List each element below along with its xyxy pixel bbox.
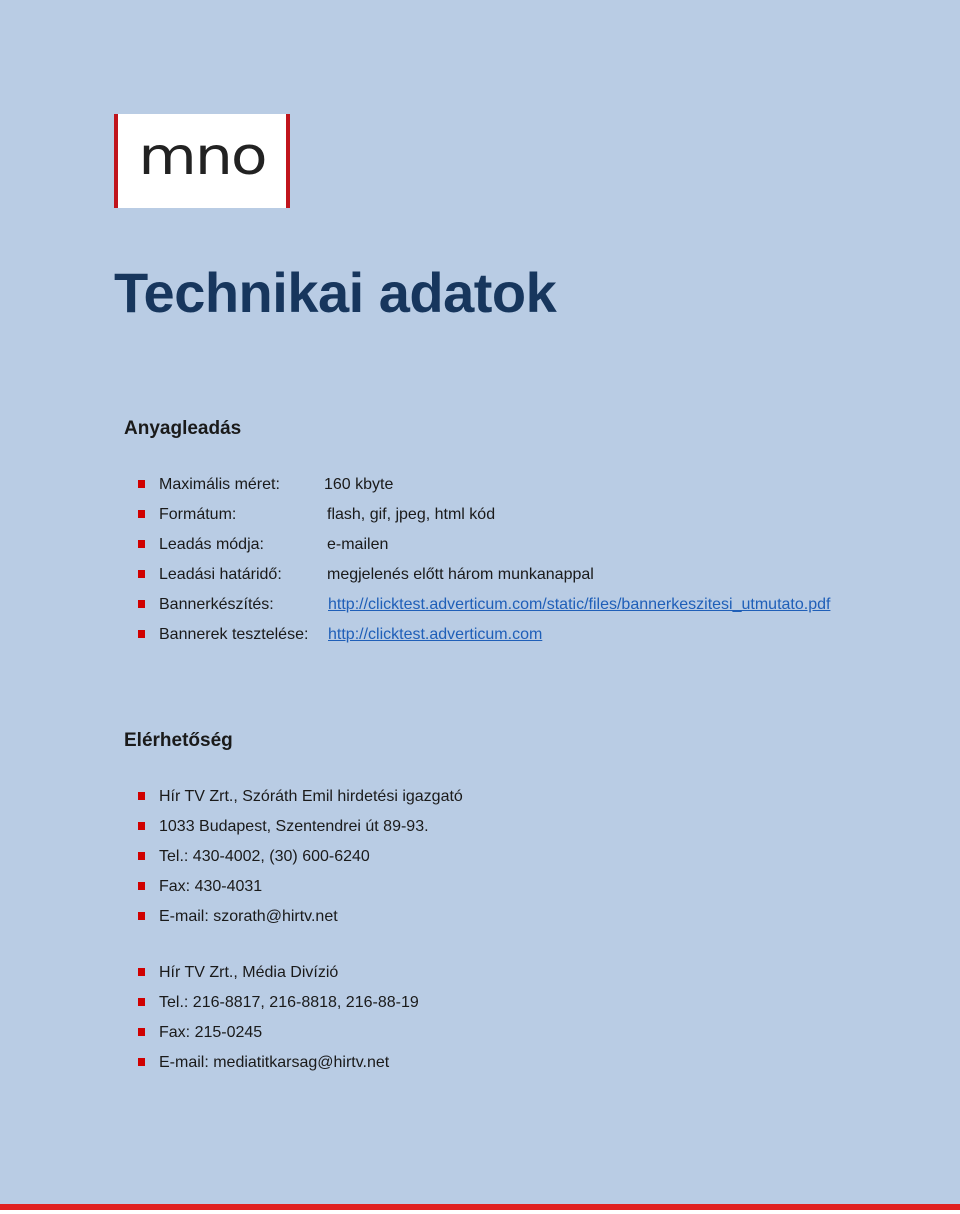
contact-line: Fax: 215-0245 — [159, 1024, 263, 1041]
bannerkeszites-link[interactable]: http://clicktest.adverticum.com/static/files/bannerkeszitesi_utmutato.pdf — [328, 596, 831, 613]
contact-line: E-mail: mediatitkarsag@hirtv.net — [159, 1054, 390, 1071]
row-value: flash, gif, jpeg, html kód — [327, 506, 496, 523]
bullet-icon — [138, 540, 145, 548]
contact-line: Hír TV Zrt., Szóráth Emil hirdetési igazgató — [159, 788, 463, 805]
mno-logo — [114, 114, 290, 208]
bullet-icon — [138, 630, 145, 638]
row-value: 160 kbyte — [324, 476, 394, 493]
contact-line: Tel.: 430-4002, (30) 600-6240 — [159, 848, 370, 865]
page-title: Technikai adatok — [114, 261, 557, 324]
bullet-icon — [138, 792, 145, 800]
row-label: Bannerkészítés: — [159, 596, 274, 613]
row-label: Maximális méret: — [159, 476, 280, 493]
bullet-icon — [138, 822, 145, 830]
row-value: e-mailen — [327, 536, 389, 553]
bullet-icon — [138, 968, 145, 976]
contact-line: Tel.: 216-8817, 216-8818, 216-88-19 — [159, 994, 419, 1011]
bullet-icon — [138, 998, 145, 1006]
bannerek-tesztelese-link[interactable]: http://clicktest.adverticum.com — [328, 626, 543, 643]
row-label: Bannerek tesztelése: — [159, 626, 309, 643]
bullet-icon — [138, 1058, 145, 1066]
section-heading-anyagleadas: Anyagleadás — [124, 418, 242, 439]
bullet-icon — [138, 912, 145, 920]
section-heading-elerhetoseg: Elérhetőség — [124, 730, 233, 751]
contact-line: Fax: 430-4031 — [159, 878, 263, 895]
bullet-icon — [138, 1028, 145, 1036]
contact-line: E-mail: szorath@hirtv.net — [159, 908, 338, 925]
bullet-icon — [138, 570, 145, 578]
bullet-icon — [138, 882, 145, 890]
bottom-strip — [0, 1210, 960, 1214]
bullet-icon — [138, 852, 145, 860]
logo-text: mno — [138, 126, 266, 188]
row-label: Leadási határidő: — [159, 566, 282, 583]
bullet-icon — [138, 600, 145, 608]
row-label: Leadás módja: — [159, 536, 264, 553]
contact-line: 1033 Budapest, Szentendrei út 89-93. — [159, 818, 429, 835]
bullet-icon — [138, 510, 145, 518]
contact-line: Hír TV Zrt., Média Divízió — [159, 964, 339, 981]
row-label: Formátum: — [159, 506, 237, 523]
row-value: megjelenés előtt három munkanappal — [327, 566, 594, 583]
bullet-icon — [138, 480, 145, 488]
